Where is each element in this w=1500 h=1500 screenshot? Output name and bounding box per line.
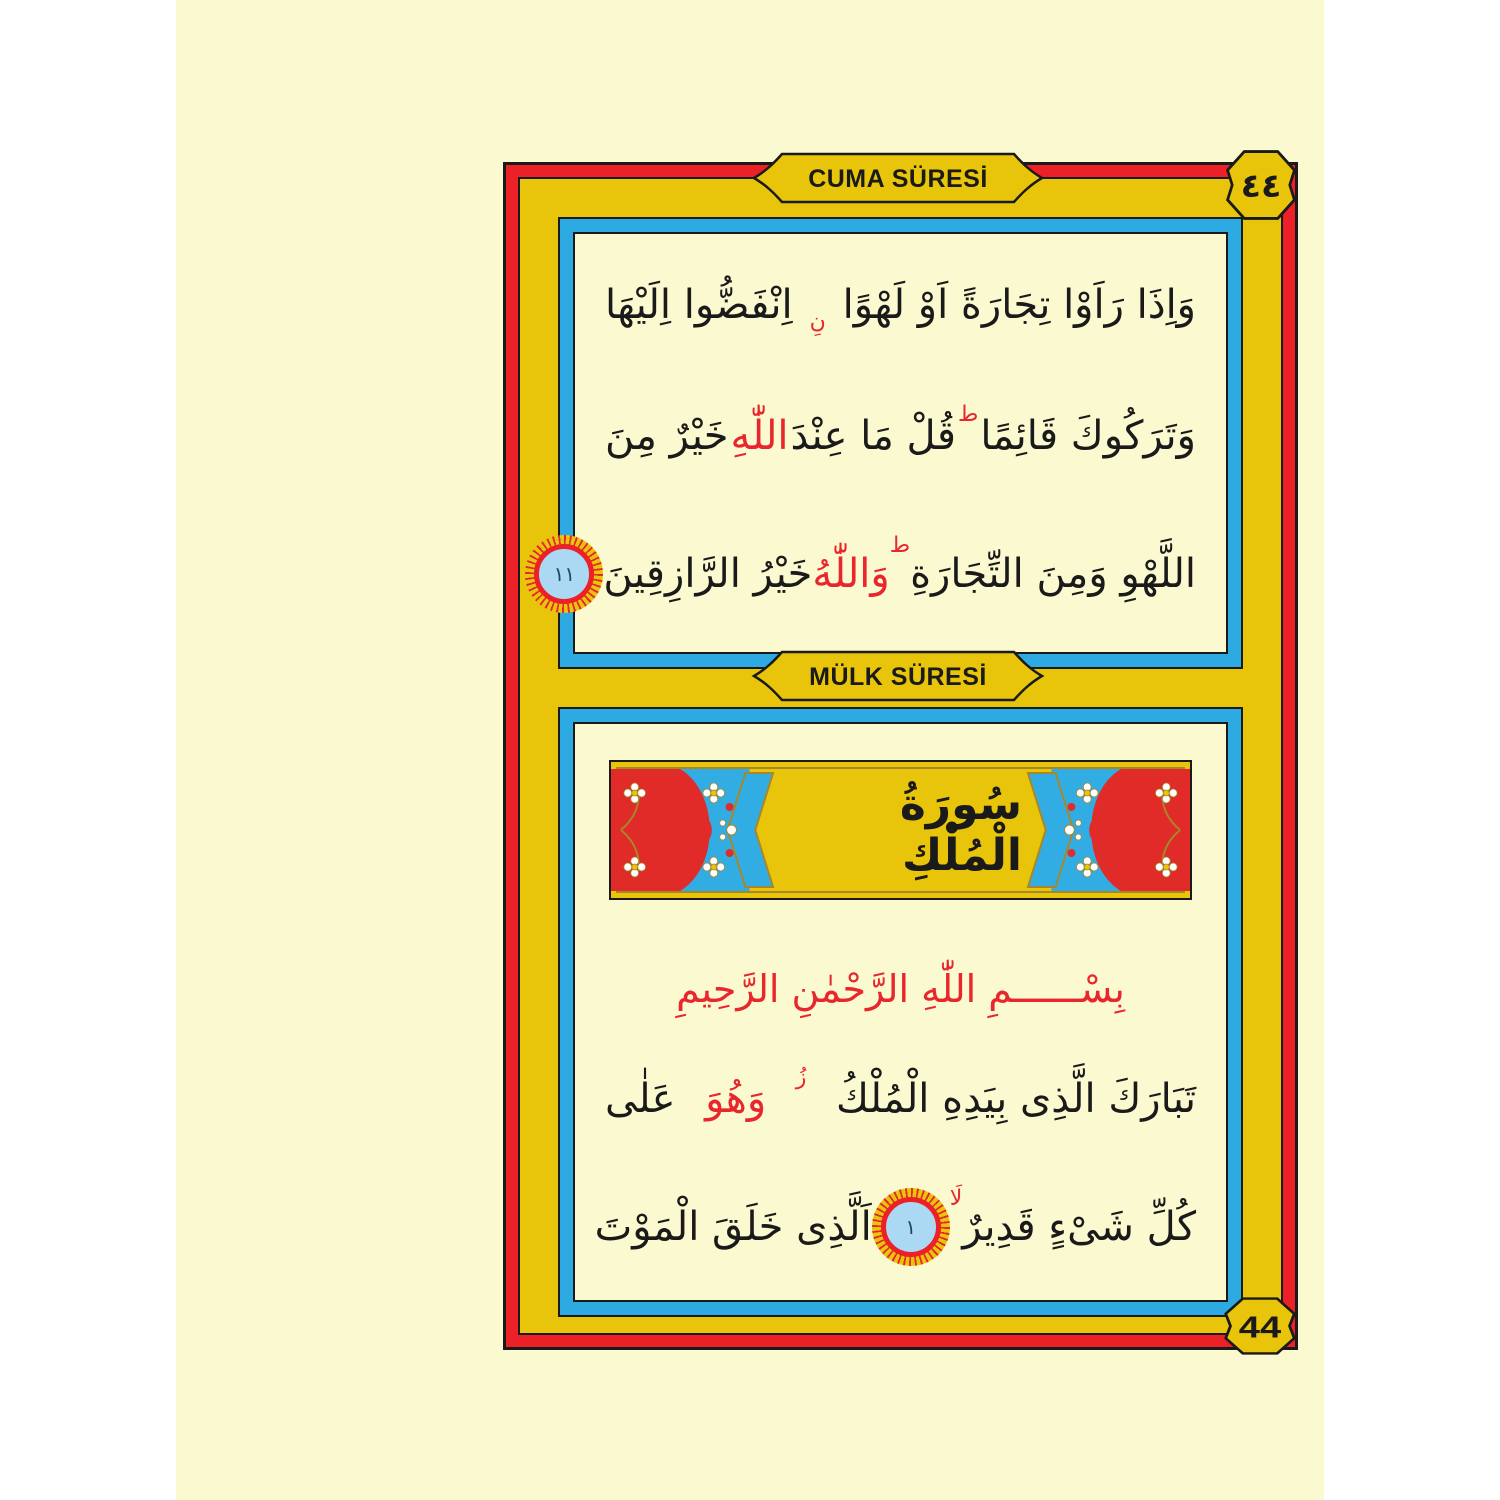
allah-word-red: وَاللّٰهُ (812, 550, 890, 597)
quran-line (594, 1185, 1196, 1266)
book-page (176, 0, 1324, 1500)
surah-title-box (609, 760, 1192, 900)
floral-ornament-icon (611, 769, 779, 891)
quran-text: وَتَرَكُوكَ قَائِمًا (980, 412, 1196, 459)
quran-text: خَيْرٌ مِنَ (605, 412, 729, 459)
banner-mulk-label: MÜLK SÜRESİ (809, 663, 987, 691)
header-banner-mulk (748, 648, 1048, 704)
quran-text: تَبَارَكَ الَّذِى بِيَدِهِ الْمُلْكُ (836, 1076, 1196, 1123)
panel-jumua (553, 217, 1243, 669)
basmala-text: بِسْــــــمِ اللّٰهِ الرَّحْمٰنِ الرَّحِيمِ (676, 966, 1125, 1011)
page-number-latin: 44 (1238, 1310, 1282, 1345)
waqf-mark: زُ (795, 1065, 807, 1091)
waqf-mark: ط (957, 401, 979, 427)
allah-word-red: اللّٰهِ (730, 412, 789, 459)
quran-text: خَيْرُ الرَّازِقِينَ (603, 550, 813, 597)
panel-mulk-content (575, 724, 1226, 1300)
header-banner-cuma (748, 150, 1048, 206)
quran-text: قُلْ مَا عِنْدَ (790, 412, 956, 459)
quran-text: كُلِّ شَىْءٍ قَدِيرٌ (962, 1203, 1196, 1250)
verse-number: ١ (881, 1197, 941, 1257)
verse-marker-icon (525, 535, 603, 613)
verse-number: ١١ (534, 544, 594, 604)
floral-ornament-icon (1022, 769, 1190, 891)
quran-text: وَاِذَا رَاَوْا تِجَارَةً اَوْ لَهْوًا (842, 282, 1196, 329)
quran-line (553, 532, 1196, 613)
quran-line (605, 1067, 1196, 1131)
frame-yellow-band (518, 177, 1283, 1335)
page-number-arabic: ٤٤ (1240, 166, 1282, 206)
waqf-mark: ط (889, 532, 911, 558)
page-number-badge-bottom (1220, 1294, 1300, 1358)
surah-title: سُورَةُ الْمُلْكِ (899, 779, 1022, 882)
quran-text: اَلَّذِى خَلَقَ الْمَوْتَ (594, 1203, 872, 1250)
quran-text: اللَّهْوِ وَمِنَ التِّجَارَةِ (910, 550, 1196, 597)
quran-line (605, 401, 1196, 468)
panel-mulk (558, 707, 1243, 1317)
quran-text: اِنْفَضُّوا اِلَيْهَا (605, 282, 793, 329)
quran-line (605, 273, 1196, 337)
quran-text: عَلٰى (605, 1076, 676, 1123)
page-number-badge-top (1222, 146, 1300, 224)
waqf-la-mark: لَا (949, 1185, 963, 1211)
verse-marker-icon (872, 1188, 950, 1266)
quran-text-red: وَهُوَ (705, 1076, 767, 1123)
panel-jumua-content (553, 234, 1226, 652)
iqlab-mark: نِ (809, 309, 826, 335)
banner-cuma-label: CUMA SÜRESİ (808, 165, 988, 193)
page-frame (503, 162, 1298, 1350)
